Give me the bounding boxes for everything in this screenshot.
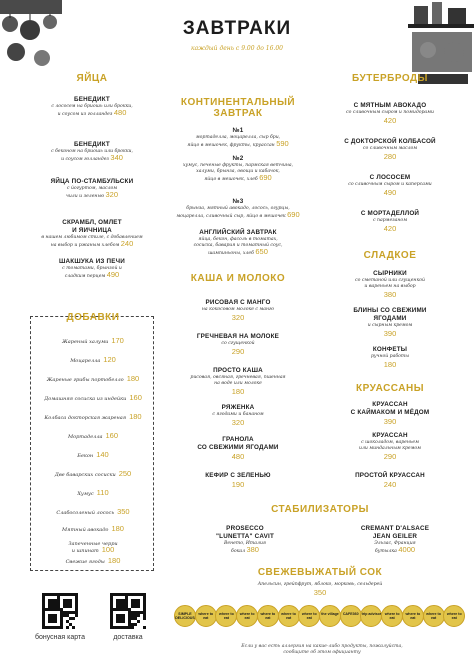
croissants-item-kaymak (322, 401, 458, 426)
item-name: КОНФЕТЫ (372, 346, 408, 353)
qr-module (137, 620, 140, 623)
item-price: 320 (231, 418, 245, 427)
item-desc: хумус, печеные фрукты, пармская ветчина, (182, 163, 294, 168)
award-badge: where to eat (236, 605, 258, 627)
item-desc: брынза, мятный авокадо, лосось, огурцы, (186, 206, 290, 211)
addon-row: Слабосоленый лосось 350 (56, 507, 130, 516)
award-badge: SIMPLE DELICIOUS (174, 605, 196, 627)
qr-module (131, 626, 134, 629)
qr-module (72, 626, 75, 629)
addon-row: Жареные грибы портобелло 180 (46, 374, 140, 383)
qr-module (66, 626, 69, 629)
page-title: ЗАВТРАКИ (182, 18, 292, 39)
item-name: С КАЙМАКОМ И МЁДОМ (350, 409, 430, 416)
addon-row: Бекон 140 (77, 450, 109, 459)
item-desc: с томатами, брынзой и (62, 266, 122, 271)
item-name: CREMANT D'ALSACE (360, 525, 430, 532)
addon-row: Хумус 110 (77, 488, 109, 497)
item-price: 190 (231, 480, 245, 489)
item-price: 490 (383, 188, 397, 197)
item-name: №1 (232, 127, 244, 134)
qr-finder (116, 599, 125, 608)
item-price: 690 (259, 173, 272, 182)
croissants-heading: КРУАССАНЫ (355, 383, 424, 394)
item-price: 240 (383, 480, 397, 489)
continental-heading: КОНТИНЕНТАЛЬНЫЙ ЗАВТРАК (180, 97, 296, 119)
addon-row: Моцарелла 120 (70, 355, 116, 364)
item-desc: на воде или молоке (214, 381, 262, 386)
item-desc: на выбор и ржаным хлебом 240 (50, 239, 134, 248)
item-name: КРУАССАН (372, 432, 408, 439)
item-price: 320 (105, 190, 118, 199)
item-desc: с лососем на бриошь или брокки, (51, 104, 133, 109)
item-desc: яйцо в мешочек, фрукты, круассан 590 (187, 139, 289, 148)
item-name: СО СВЕЖИМИ ЯГОДАМИ (197, 444, 279, 451)
sandwiches-heading: БУТЕРБРОДЫ (352, 73, 428, 84)
sandwiches-item-mortadella (322, 210, 458, 233)
item-price: 480 (113, 108, 127, 117)
item-desc: с ягодами и бананом (212, 412, 264, 417)
sweet-item-pancakes (322, 307, 458, 338)
item-name: С МОРТАДЕЛЛОЙ (360, 210, 420, 217)
item-desc: или миндальным кремом (359, 446, 421, 451)
item-name: БЕНЕДИКТ (74, 141, 110, 148)
addon-row: Домашняя сосиска из индейки 160 (44, 393, 142, 402)
item-desc: с беконом на бриошь или брокки, (51, 149, 133, 154)
item-desc: со сливочным маслом (362, 146, 418, 151)
addon-row: Свежие ягоды 180 (65, 556, 121, 565)
item-price: 390 (383, 417, 397, 426)
addon-row: Две баварских сосиски 250 (54, 469, 132, 478)
item-price: 340 (110, 153, 123, 162)
item-price: 650 (255, 247, 268, 256)
porridge-item-rice-mango (170, 299, 306, 322)
porridge-heading: КАША И МОЛОКО (190, 273, 286, 284)
item-name: СКРАМБЛ, ОМЛЕТ (62, 219, 122, 226)
item-desc: со сливочным сыром и помидорами (346, 110, 434, 115)
croissants-item-plain (322, 472, 458, 489)
item-desc: и вареньем на выбор (364, 284, 416, 289)
item-desc: Венето, Италия (224, 541, 266, 546)
item-desc: моцарелла, сливочный сыр, яйцо в мешочек 690 (176, 210, 300, 219)
addons-heading: ДОБАВКИ (66, 312, 120, 323)
addons-box (30, 312, 154, 571)
delivery-label[interactable]: доставка (113, 634, 143, 641)
item-name: С ДОКТОРСКОЙ КОЛБАСОЙ (344, 138, 436, 145)
item-price: 390 (383, 329, 397, 338)
item-desc: Апельсин, грейпфрут, яблоко, морковь, сельдерей (257, 582, 383, 587)
item-name: РЯЖЕНКА (221, 404, 255, 411)
item-price: 350 (313, 588, 327, 597)
item-name: КРУАССАН (372, 401, 408, 408)
qr-finder (63, 599, 72, 608)
item-desc: яйца, бекон, фасоль в томатах, (198, 237, 278, 242)
continental-item-1 (170, 127, 306, 149)
award-badges (174, 605, 464, 631)
qr-finder (116, 614, 125, 623)
qr-module (143, 617, 146, 620)
item-name: БЛИНЫ СО СВЕЖИМИ (353, 307, 427, 314)
eggs-item-shakshuka (24, 258, 160, 280)
item-price: 290 (231, 347, 245, 356)
item-price: 280 (383, 152, 397, 161)
item-price: 590 (276, 139, 289, 148)
item-name: JEAN GEILER (372, 533, 418, 540)
sweet-item-candies (322, 346, 458, 369)
stabilizers-cremant (330, 525, 460, 555)
item-price: 290 (383, 452, 397, 461)
item-name: ЯЙЦА ПО-СТАМБУЛЬСКИ (50, 178, 134, 185)
award-badge: where to eat (298, 605, 320, 627)
award-badge: where to eat (443, 605, 465, 627)
stabilizers-prosecco (180, 525, 310, 555)
eggs-item-scramble (24, 219, 160, 249)
item-desc: бутылка 4000 (374, 545, 416, 554)
eggs-item-benedict-bacon (24, 141, 160, 163)
item-price: 180 (231, 387, 245, 396)
item-price: 320 (231, 313, 245, 322)
item-desc: со сливочным сыром и каперсами (348, 182, 432, 187)
award-badge: where to eat (381, 605, 403, 627)
qr-module (72, 617, 75, 620)
item-desc: рисовая, овсяная, гречневая, пшенная (190, 375, 286, 380)
item-desc: чили и зеленью 320 (65, 190, 118, 199)
item-desc: на кокосовом молоке с манго (201, 307, 275, 312)
item-name: PROSECCO (226, 525, 264, 532)
qr-module (143, 626, 146, 629)
sandwiches-item-avocado (322, 102, 458, 125)
item-price: 420 (383, 224, 397, 233)
item-name: "LUNETTA" CAVIT (215, 533, 275, 540)
qr-finder (131, 599, 140, 608)
award-badge: trip advisor (360, 605, 382, 627)
qr-finder (48, 614, 57, 623)
addon-row: Мятный авокадо 180 (62, 524, 124, 533)
continental-item-english (170, 229, 306, 257)
item-desc: в нашем любимом стиле, с добавлением (41, 235, 143, 240)
award-badge: the village (319, 605, 341, 627)
juice-heading: СВЕЖЕВЫЖАТЫЙ СОК (257, 567, 383, 578)
bonus-card-qr-code[interactable] (42, 593, 78, 629)
item-desc: ручной работы (370, 354, 410, 359)
item-name: ПРОСТОЙ КРУАССАН (355, 472, 425, 479)
award-badge: where to eat (215, 605, 237, 627)
qr-finder (48, 599, 57, 608)
item-price: 480 (231, 452, 245, 461)
item-price: 4000 (398, 545, 416, 554)
item-name: КЕФИР С ЗЕЛЕНЬЮ (205, 472, 271, 479)
item-desc: яйцо в мешочек, хлеб 690 (204, 173, 272, 182)
item-name: БЕНЕДИКТ (74, 96, 110, 103)
item-price: 240 (120, 239, 134, 248)
item-name: РИСОВАЯ С МАНГО (205, 299, 271, 306)
item-desc: и сырным кремом (367, 323, 413, 328)
sweet-item-syrniki (322, 270, 458, 299)
item-desc: шампиньоны, хлеб 650 (208, 247, 268, 256)
award-badge: CAFE360 (340, 605, 362, 627)
eggs-heading: ЯЙЦА (76, 73, 108, 84)
porridge-item-buckwheat (170, 333, 306, 356)
award-badge: where to eat (257, 605, 279, 627)
sweet-heading: СЛАДКОЕ (363, 250, 417, 261)
item-desc: халуми, брынза, овощи и кабачок, (196, 169, 280, 174)
porridge-item-simple (170, 367, 306, 396)
item-desc: бокал 380 (231, 545, 259, 554)
item-price: 180 (383, 360, 397, 369)
award-badge: where to eat (278, 605, 300, 627)
item-desc: со сгущенкой (221, 341, 255, 346)
item-desc: и соусом голландез 340 (61, 153, 123, 162)
item-name: ПРОСТО КАША (213, 367, 263, 374)
item-price: 420 (383, 116, 397, 125)
item-price: 380 (383, 290, 397, 299)
item-price: 380 (246, 545, 259, 554)
item-desc: сосиска, бавария и томатный соус, (193, 243, 283, 248)
qr-module (75, 614, 78, 617)
juice-item (180, 582, 460, 597)
croissants-item-filled (322, 432, 458, 461)
item-desc: со сметаной или сгущенкой (355, 278, 425, 283)
award-badge: where to eat (402, 605, 424, 627)
item-desc: мортаделла, моцарелла, сыр бри, (195, 135, 281, 140)
item-desc: и соусом из голландез 480 (57, 108, 127, 117)
addon-row: Запеченные черри и шпинат 100 (68, 541, 118, 554)
eggs-item-benedict-salmon (24, 96, 160, 118)
porridge-item-kefir (170, 472, 306, 489)
item-name: ГРАНОЛА (222, 436, 254, 443)
award-badge: where to eat (195, 605, 217, 627)
item-price: 690 (287, 210, 300, 219)
item-desc: с шоколадом, вареньем (361, 440, 419, 445)
item-desc: Эльзас, Франция (374, 541, 416, 546)
qr-module (134, 623, 137, 626)
item-name: С ЛОСОСЕМ (369, 174, 411, 181)
continental-item-3 (170, 198, 306, 220)
continental-item-2 (170, 155, 306, 183)
item-price: 490 (106, 270, 120, 279)
item-desc: сладким перцем 490 (64, 270, 120, 279)
item-name: №3 (232, 198, 244, 205)
stabilizers-heading: СТАБИЛИЗАТОРЫ (271, 504, 369, 515)
item-name: И ЯИЧНИЦА (72, 227, 112, 234)
item-name: ЯГОДАМИ (373, 315, 407, 322)
item-name: №2 (232, 155, 244, 162)
award-badge: where to eat (423, 605, 445, 627)
item-name: ГРЕЧНЕВАЯ НА МОЛОКЕ (196, 333, 280, 340)
sandwiches-item-salmon (322, 174, 458, 197)
item-name: АНГЛИЙСКИЙ ЗАВТРАК (199, 229, 277, 236)
delivery-qr-code[interactable] (110, 593, 146, 629)
opening-hours: каждый день с 9.00 до 16.00 (191, 45, 283, 52)
porridge-item-granola (170, 436, 306, 461)
item-name: С МЯТНЫМ АВОКАДО (353, 102, 427, 109)
bonus-card-label[interactable]: бонусная карта (34, 634, 86, 641)
allergy-note: Если у вас есть аллергия на какие-либо продукты, пожалуйста, сообщите об этом официанту (241, 644, 403, 655)
item-desc: с йогуртом, маслом (66, 186, 118, 191)
porridge-item-ryazhenka (170, 404, 306, 427)
item-desc: с пармезаном (372, 218, 408, 223)
item-name: СЫРНИКИ (373, 270, 407, 277)
addon-row: Жареный халуми 170 (62, 336, 124, 345)
item-name: ШАКШУКА ИЗ ПЕЧИ (59, 258, 125, 265)
addon-row: Колбаса докторская жареная 180 (44, 412, 142, 421)
addon-row: Мортаделла 160 (67, 431, 119, 440)
eggs-item-istanbul (24, 178, 160, 200)
sandwiches-item-doctor-sausage (322, 138, 458, 161)
qr-module (137, 614, 140, 617)
